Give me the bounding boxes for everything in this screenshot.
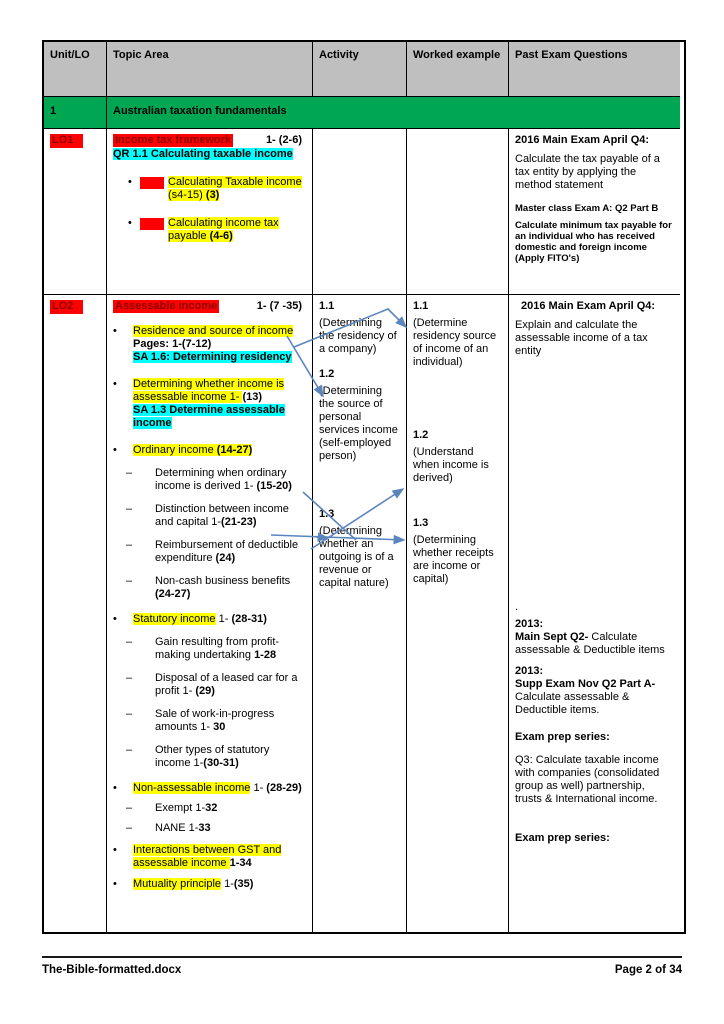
column-header-topic-area: Topic Area xyxy=(107,42,313,97)
red-highlight-box xyxy=(140,218,164,230)
bullet-icon: • xyxy=(113,444,117,456)
worked-1-3-number: 1.3 xyxy=(413,517,429,529)
dash-icon: – xyxy=(126,636,133,648)
lo2-topic-title-pages: 1- (7 -35) xyxy=(256,300,302,312)
lo1-past-exam-cell xyxy=(509,129,680,295)
lo1-activity-cell xyxy=(313,129,407,295)
column-header-activity: Activity xyxy=(313,42,407,97)
bullet-icon: • xyxy=(113,613,117,625)
activity-1-3-number: 1.3 xyxy=(319,508,335,520)
worked-1-1-number: 1.1 xyxy=(413,300,429,312)
lo2-sub-work-in-progress: – Sale of work-in-progress amounts 1- 30 xyxy=(121,708,306,734)
lo2-topic-cell xyxy=(107,295,313,932)
lo2-topic-title xyxy=(113,300,306,313)
dash-icon: – xyxy=(126,503,133,515)
lo2-q3-paragraph: Q3: Calculate taxable income with companies (consolidated group as well) partnership, trusts & International income. xyxy=(515,754,660,805)
lo1-qr-reference: QR 1.1 Calculating taxable income xyxy=(113,148,293,160)
exam-prep-series-heading-2: Exam prep series: xyxy=(515,832,610,844)
bullet-icon: • xyxy=(113,782,117,794)
dash-icon: – xyxy=(126,822,133,834)
stray-period: . xyxy=(515,601,519,613)
bullet-icon: • xyxy=(113,378,117,390)
section-unit-number: 1 xyxy=(44,97,107,129)
lo2-sub-exempt: – Exempt 1-32 xyxy=(121,802,306,815)
bullet-icon: • xyxy=(113,325,117,337)
sa-reference: SA 1.3 Determine assessable income xyxy=(133,404,285,429)
footer-divider xyxy=(42,956,682,958)
lo2-sub-leased-car: – Disposal of a leased car for a profit 1- (29) xyxy=(121,672,306,698)
lo2-bullet-residence: • Residence and source of income Pages: 1-(7-12) SA 1.6: Determining residency xyxy=(113,325,306,364)
lo2-bullet-statutory-income: • Statutory income 1- (28-31) xyxy=(113,613,267,625)
sa-reference: SA 1.6: Determining residency xyxy=(133,351,292,363)
bullet-icon: • xyxy=(128,217,132,229)
lo1-topic-title-pages: 1- (2-6) xyxy=(265,134,302,146)
lo2-unit-cell xyxy=(44,295,107,932)
activity-1-2-number: 1.2 xyxy=(319,368,335,380)
lo2-bullet-gst-interactions: • Interactions between GST and assessable income 1-34 xyxy=(113,844,282,869)
lo2-2013-supp-block: 2013: Supp Exam Nov Q2 Part A- Calculate assessable & Deductible items. xyxy=(515,665,656,716)
lo2-bullet-ordinary-income: • Ordinary income (14-27) xyxy=(113,444,253,456)
lo2-sub-other-statutory: – Other types of statutory income 1-(30-31) xyxy=(121,744,306,770)
lo2-bullet-mutuality: • Mutuality principle 1-(35) xyxy=(113,878,254,890)
lo2-past-exam-cell xyxy=(509,295,680,932)
dash-icon: – xyxy=(126,802,133,814)
study-guide-table xyxy=(42,40,686,934)
lo1-unit-cell xyxy=(44,129,107,295)
activity-1-3-text: (Determining whether an outgoing is of a revenue or capital nature) xyxy=(319,525,394,589)
lo2-activity-cell xyxy=(313,295,407,932)
lo2-sub-ordinary-derived: – Determining when ordinary income is derived 1- (15-20) xyxy=(121,467,306,493)
activity-1-1-text: (Determining the residency of a company) xyxy=(319,317,397,355)
lo2-sub-noncash-benefits: – Non-cash business benefits (24-27) xyxy=(121,575,306,601)
section-title: Australian taxation fundamentals xyxy=(107,97,680,129)
lo2-past-exam-paragraph: Explain and calculate the assessable income of a tax entity xyxy=(515,319,648,357)
lo1-bullet-1 xyxy=(128,176,306,202)
lo2-bullet-non-assessable: • Non-assessable income 1- (28-29) xyxy=(113,782,302,794)
lo1-worked-example-cell xyxy=(407,129,509,295)
exam-prep-series-heading-1: Exam prep series: xyxy=(515,731,610,743)
lo1-bullet-1-text: Calculating Taxable income (s4-15) (3) xyxy=(168,176,302,201)
lo1-past-exam-paragraph: Calculate the tax payable of a tax entity by applying the method statement xyxy=(515,153,660,191)
lo1-topic-cell xyxy=(107,129,313,295)
lo1-masterclass-paragraph: Calculate minimum tax payable for an individual who has received domestic and foreign income (Apply FITO's) xyxy=(515,220,672,264)
bullet-icon: • xyxy=(128,176,132,188)
worked-1-1-text: (Determine residency source of income of an individual) xyxy=(413,317,497,368)
lo2-sub-profit-making: – Gain resulting from profit-making undertaking 1-28 xyxy=(121,636,306,662)
dash-icon: – xyxy=(126,539,133,551)
footer-page-number: Page 2 of 34 xyxy=(614,964,682,976)
lo1-topic-title xyxy=(113,134,306,147)
dash-icon: – xyxy=(126,575,133,587)
lo1-bullet-2 xyxy=(128,217,306,243)
lo1-label: LO1 xyxy=(50,134,83,148)
column-header-past-exam-questions: Past Exam Questions xyxy=(509,42,680,97)
lo1-masterclass-heading: Master class Exam A: Q2 Part B xyxy=(515,203,659,214)
activity-1-2-text: (Determining the source of personal services income (self-employed person) xyxy=(319,385,398,462)
lo2-topic-title-text: Assessable income xyxy=(115,300,218,312)
lo2-past-exam-heading: 2016 Main Exam April Q4: xyxy=(521,300,656,312)
lo2-sub-reimbursement: – Reimbursement of deductible expenditure (24) xyxy=(121,539,306,565)
dash-icon: – xyxy=(126,744,133,756)
page-footer xyxy=(42,964,682,976)
dash-icon: – xyxy=(126,467,133,479)
worked-1-2-number: 1.2 xyxy=(413,429,429,441)
footer-filename: The-Bible-formatted.docx xyxy=(42,964,182,976)
red-highlight-box xyxy=(140,177,164,189)
lo1-topic-title-text: Income tax framework xyxy=(115,134,232,146)
lo2-worked-example-cell xyxy=(407,295,509,932)
lo2-2013-main-block: 2013: Main Sept Q2- Calculate assessable & Deductible items xyxy=(515,618,665,656)
worked-1-2-text: (Understand when income is derived) xyxy=(413,446,489,484)
lo2-sub-nane: – NANE 1-33 xyxy=(121,822,306,835)
dash-icon: – xyxy=(126,708,133,720)
dash-icon: – xyxy=(126,672,133,684)
bullet-icon: • xyxy=(113,844,117,856)
bullet-icon: • xyxy=(113,878,117,890)
lo2-bullet-determining: • Determining whether income is assessable income 1- (13) SA 1.3 Determine assessable income xyxy=(113,378,306,430)
lo2-label: LO2 xyxy=(50,300,83,314)
worked-1-3-text: (Determining whether receipts are income or capital) xyxy=(413,534,494,585)
column-header-unit-lo: Unit/LO xyxy=(44,42,107,97)
lo1-past-exam-heading: 2016 Main Exam April Q4: xyxy=(515,134,650,146)
column-header-worked-example: Worked example xyxy=(407,42,509,97)
lo1-bullet-2-text: Calculating income tax payable (4-6) xyxy=(168,217,279,242)
lo2-sub-income-capital: – Distinction between income and capital 1-(21-23) xyxy=(121,503,306,529)
activity-1-1-number: 1.1 xyxy=(319,300,335,312)
